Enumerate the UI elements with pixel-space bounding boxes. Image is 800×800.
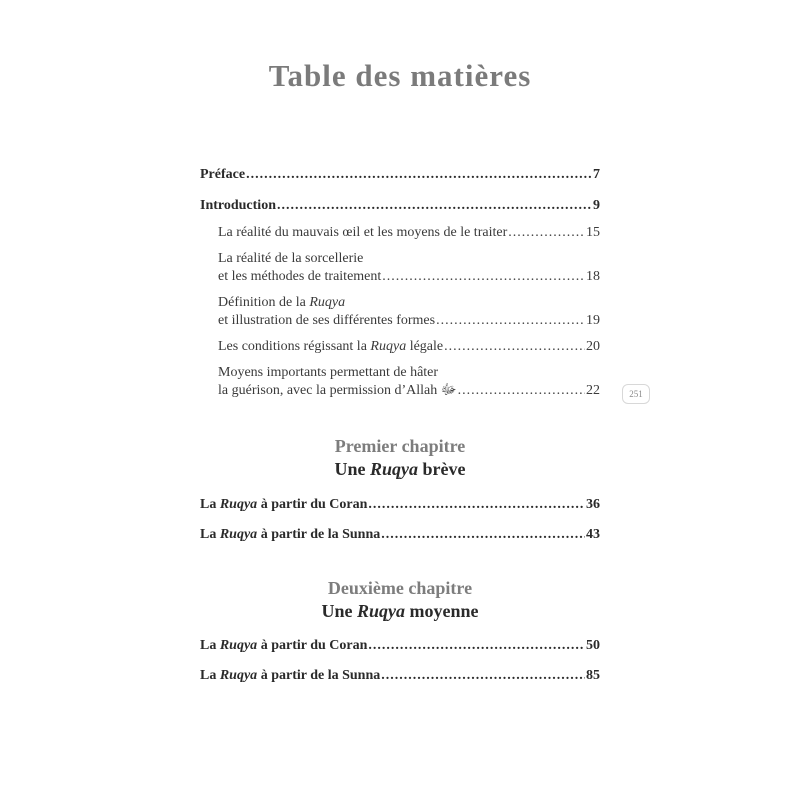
dot-leader [368,637,585,655]
label-text: La [200,668,220,683]
toc-page-number: 15 [586,225,600,240]
label-text: Les conditions régissant la [218,339,371,354]
toc-page-number: 50 [586,638,600,653]
label-text: La [200,527,220,542]
toc-entry-label-line2: la guérison, avec la permission d’Allah ﷻ [218,383,457,398]
toc-entry-label-line2: et illustration de ses différentes formes [218,313,436,328]
toc-entry-label-line1: La réalité de la sorcellerie [218,251,364,266]
dot-leader [277,197,592,215]
toc-entry-ch2-sunna[interactable] [200,667,600,685]
toc-subentry-sorcellerie[interactable] [200,250,600,286]
chapter-title [0,457,800,481]
toc-entry-ch1-coran[interactable] [200,496,600,514]
toc-page-number: 19 [586,313,600,328]
toc-subentry-conditions[interactable] [200,338,600,356]
toc-page-number: 9 [593,198,600,213]
label-text: légale [406,339,444,354]
dot-leader [382,268,585,286]
title-text: Une [321,601,357,621]
chapter-kicker: Premier chapitre [334,436,466,456]
label-text: La [200,638,220,653]
toc-page-number: 36 [586,497,600,512]
dot-leader [246,166,592,184]
chapter-title [0,599,800,623]
label-text: à partir de la Sunna [257,527,381,542]
toc-subentry-mauvais-oeil[interactable] [200,224,600,242]
toc-entry-introduction[interactable] [200,197,600,215]
label-italic: Ruqya [219,497,258,512]
page-title: Table des matières [268,58,532,93]
toc-entry-label-line2: et les méthodes de traitement [218,269,382,284]
toc-subentry-moyens-guerison[interactable] [200,364,600,400]
toc-entry-label [200,496,367,514]
label-italic: Ruqya [219,527,258,542]
toc-page-number: 7 [593,167,600,182]
dot-leader [508,224,585,242]
label-text: Définition de la [218,295,310,310]
page-folio-number: 251 [622,384,650,404]
dot-leader [436,312,585,330]
label-text: à partir du Coran [257,638,368,653]
toc-entry-label [200,526,380,544]
label-italic: Ruqya [219,638,258,653]
toc-entry-label [200,637,367,655]
title-italic: Ruqya [370,459,419,479]
toc-entry-label: Introduction [200,198,276,213]
title-text: Une [334,459,370,479]
chapter-heading-2 [0,577,800,623]
toc-entry-label [200,667,380,685]
toc-page-number: 20 [586,339,600,354]
dot-leader [444,338,585,356]
dot-leader [381,667,585,685]
label-italic: Ruqya [370,339,407,354]
title-text: brève [418,459,466,479]
toc-entry-label: La réalité du mauvais œil et les moyens de le traiter [218,225,508,240]
toc-entry-label [218,338,443,356]
dot-leader [458,382,585,400]
chapter-heading-1 [0,435,800,481]
label-text: à partir de la Sunna [257,668,381,683]
title-italic: Ruqya [356,601,405,621]
dot-leader [368,496,585,514]
toc-entry-ch2-coran[interactable] [200,637,600,655]
toc-subentry-definition-ruqya[interactable] [200,294,600,330]
toc-entry-label-line1 [218,294,600,312]
toc-entry-label-line1: Moyens importants permettant de hâter [218,365,439,380]
toc-page-number: 18 [586,269,600,284]
toc-entry-label: Préface [200,167,246,182]
chapter-kicker: Deuxième chapitre [327,578,473,598]
toc-page-number: 22 [586,383,600,398]
label-italic: Ruqya [309,295,346,310]
toc-entry-preface[interactable] [200,166,600,184]
label-text: à partir du Coran [257,497,368,512]
label-text: La [200,497,220,512]
toc-page-number: 85 [586,668,600,683]
title-text: moyenne [405,601,479,621]
dot-leader [381,526,585,544]
toc-entry-ch1-sunna[interactable] [200,526,600,544]
label-italic: Ruqya [219,668,258,683]
toc-page-number: 43 [586,527,600,542]
